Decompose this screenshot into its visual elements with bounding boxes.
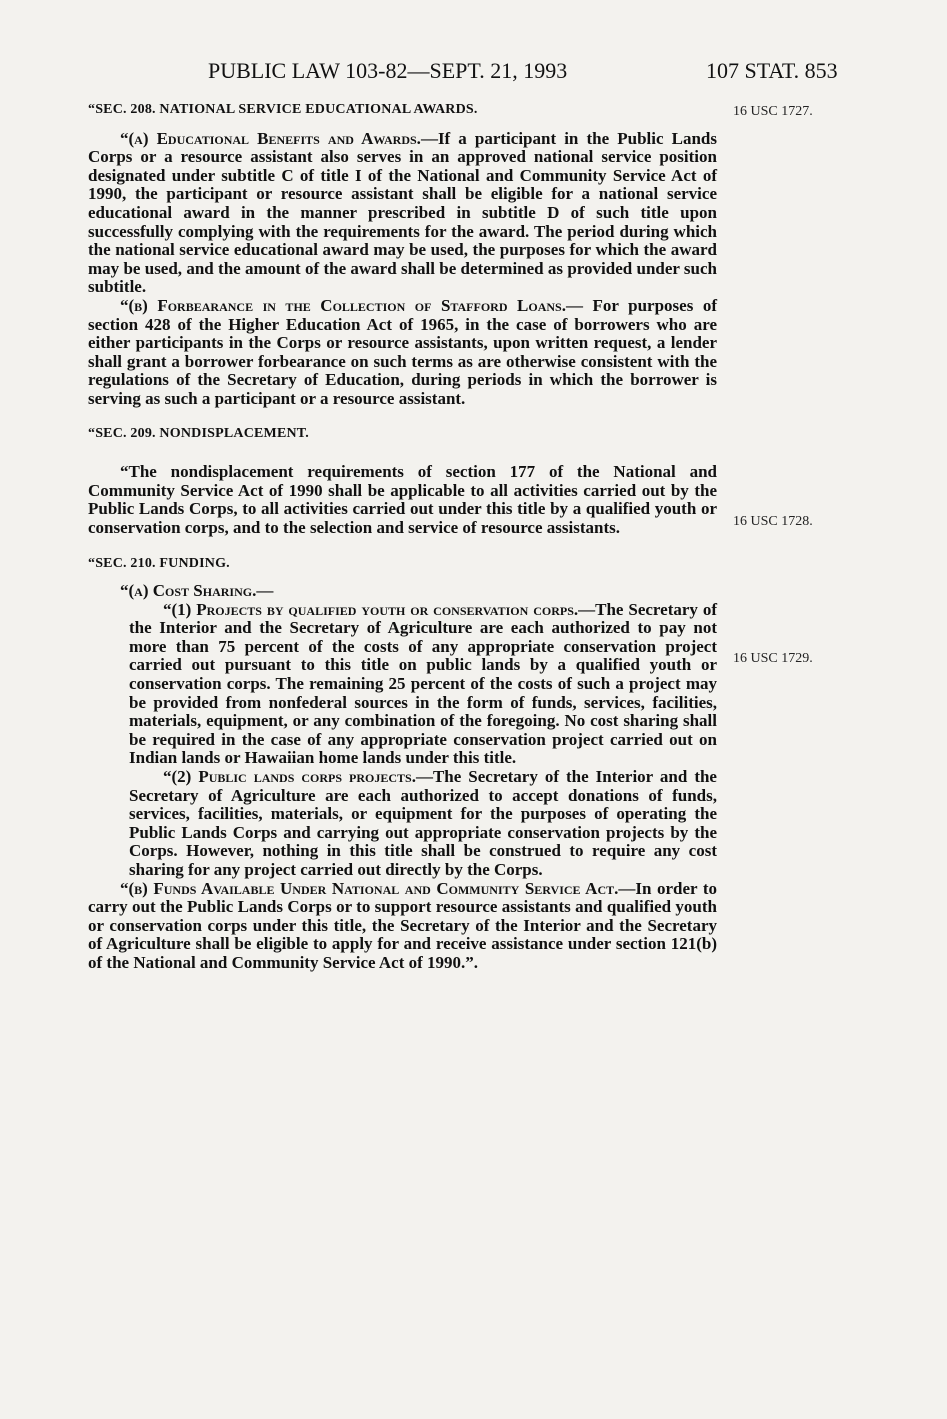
section-210-a-2-label: “(2) Public lands corps projects. [163, 767, 416, 786]
margin-note-1727: 16 USC 1727. [733, 104, 813, 119]
section-210-b-text: —In order to carry out the Public Lands Corps or to support resource assistants and qualified youth or conservation corps under this title, the Secretary of the Interior and the Secretary of Agriculture shall be eligible to apply for and receive assistance under section 121(b) of the National and Community Service Act of 1990.”. [88, 878, 717, 972]
section-209-heading: “SEC. 209. NONDISPLACEMENT. [88, 425, 309, 441]
section-210-b-label: “(b) Funds Available Under National and Community Service Act. [120, 878, 619, 898]
margin-note-1728: 16 USC 1728. [733, 514, 813, 529]
section-208-a-label: “(a) Educational Benefits and Awards. [120, 128, 421, 148]
section-210-a-1-label: “(1) Projects by qualified youth or conservation corps. [163, 599, 579, 619]
section-208-a [88, 130, 717, 297]
section-208-heading: “SEC. 208. NATIONAL SERVICE EDUCATIONAL AWARDS. [88, 102, 478, 117]
document-body [88, 101, 717, 973]
section-210-a-2 [129, 768, 717, 880]
section-208-a-text: —If a participant in the Public Lands Corps or a resource assistant also serves in an approved national service position designated under subtitle C of title I of the National and Community Service Act of 1990, the participant or resource assistant shall be eligible for a national service educational award in the manner prescribed in subtitle D of such title upon successfully complying with the requirements for the award. The period during which the national service educational award may be used, the purposes for which the award may be used, and the amount of the award shall be determined as provided under such subtitle. [88, 128, 717, 297]
section-210-a-label-text: “(a) Cost Sharing.— [120, 581, 274, 601]
section-210-a-paragraphs [88, 601, 717, 880]
stat-page-number: 107 STAT. 853 [706, 58, 838, 83]
running-title: PUBLIC LAW 103-82—SEPT. 21, 1993 [208, 58, 568, 83]
page-header [0, 58, 947, 88]
section-208-b-text: — For purposes of section 428 of the Higher Education Act of 1965, in the case of borrowers who are either participants in the Corps or resource assistants, upon written request, a lender shall grant a borrower forbearance on such terms as are otherwise consistent with the regulations of the Secretary of Education, during periods in which the borrower is serving as such a participant or a resource assistant. [88, 295, 717, 408]
section-210-heading: “SEC. 210. FUNDING. [88, 556, 230, 572]
section-210-a-1 [129, 601, 717, 768]
section-208-b [88, 297, 717, 409]
section-210-a-label [88, 582, 717, 601]
section-210-a-1-text: —The Secretary of the Interior and the Secretary of Agriculture are each authorized to pay not more than 75 percent of the costs of any appropriate conservation project carried out pursuant to this title on public lands by a qualified youth or conservation corps. The remaining 25 percent of the costs of such a project may be provided from nonfederal sources in the form of funds, services, facilities, materials, equipment, or any combination of the foregoing. No cost sharing shall be required in the case of any appropriate conservation project carried out on Indian lands or Hawaiian home lands under this title. [129, 599, 717, 768]
section-209-text: “The nondisplacement requirements of section 177 of the National and Community Service Act of 1990 shall be applicable to all activities carried out by the Public Lands Corps, to all activities carried out under this title by a qualified youth or conservation corps, and to the selection and service of resource assistants. [88, 462, 717, 537]
section-210-b [88, 880, 717, 973]
margin-note-1729: 16 USC 1729. [733, 651, 813, 666]
section-208-b-label: “(b) Forbearance in the Collection of Stafford Loans. [120, 295, 566, 315]
section-210-a-2-text: —The Secretary of the Interior and the Secretary of Agriculture are each authorized to accept donations of funds, services, facilities, materials, or equipment for the purposes of operating the Public Lands Corps and carrying out appropriate conservation projects by the Corps. However, nothing in this title shall be construed to require any cost sharing for any project carried out directly by the Corps. [129, 767, 717, 879]
